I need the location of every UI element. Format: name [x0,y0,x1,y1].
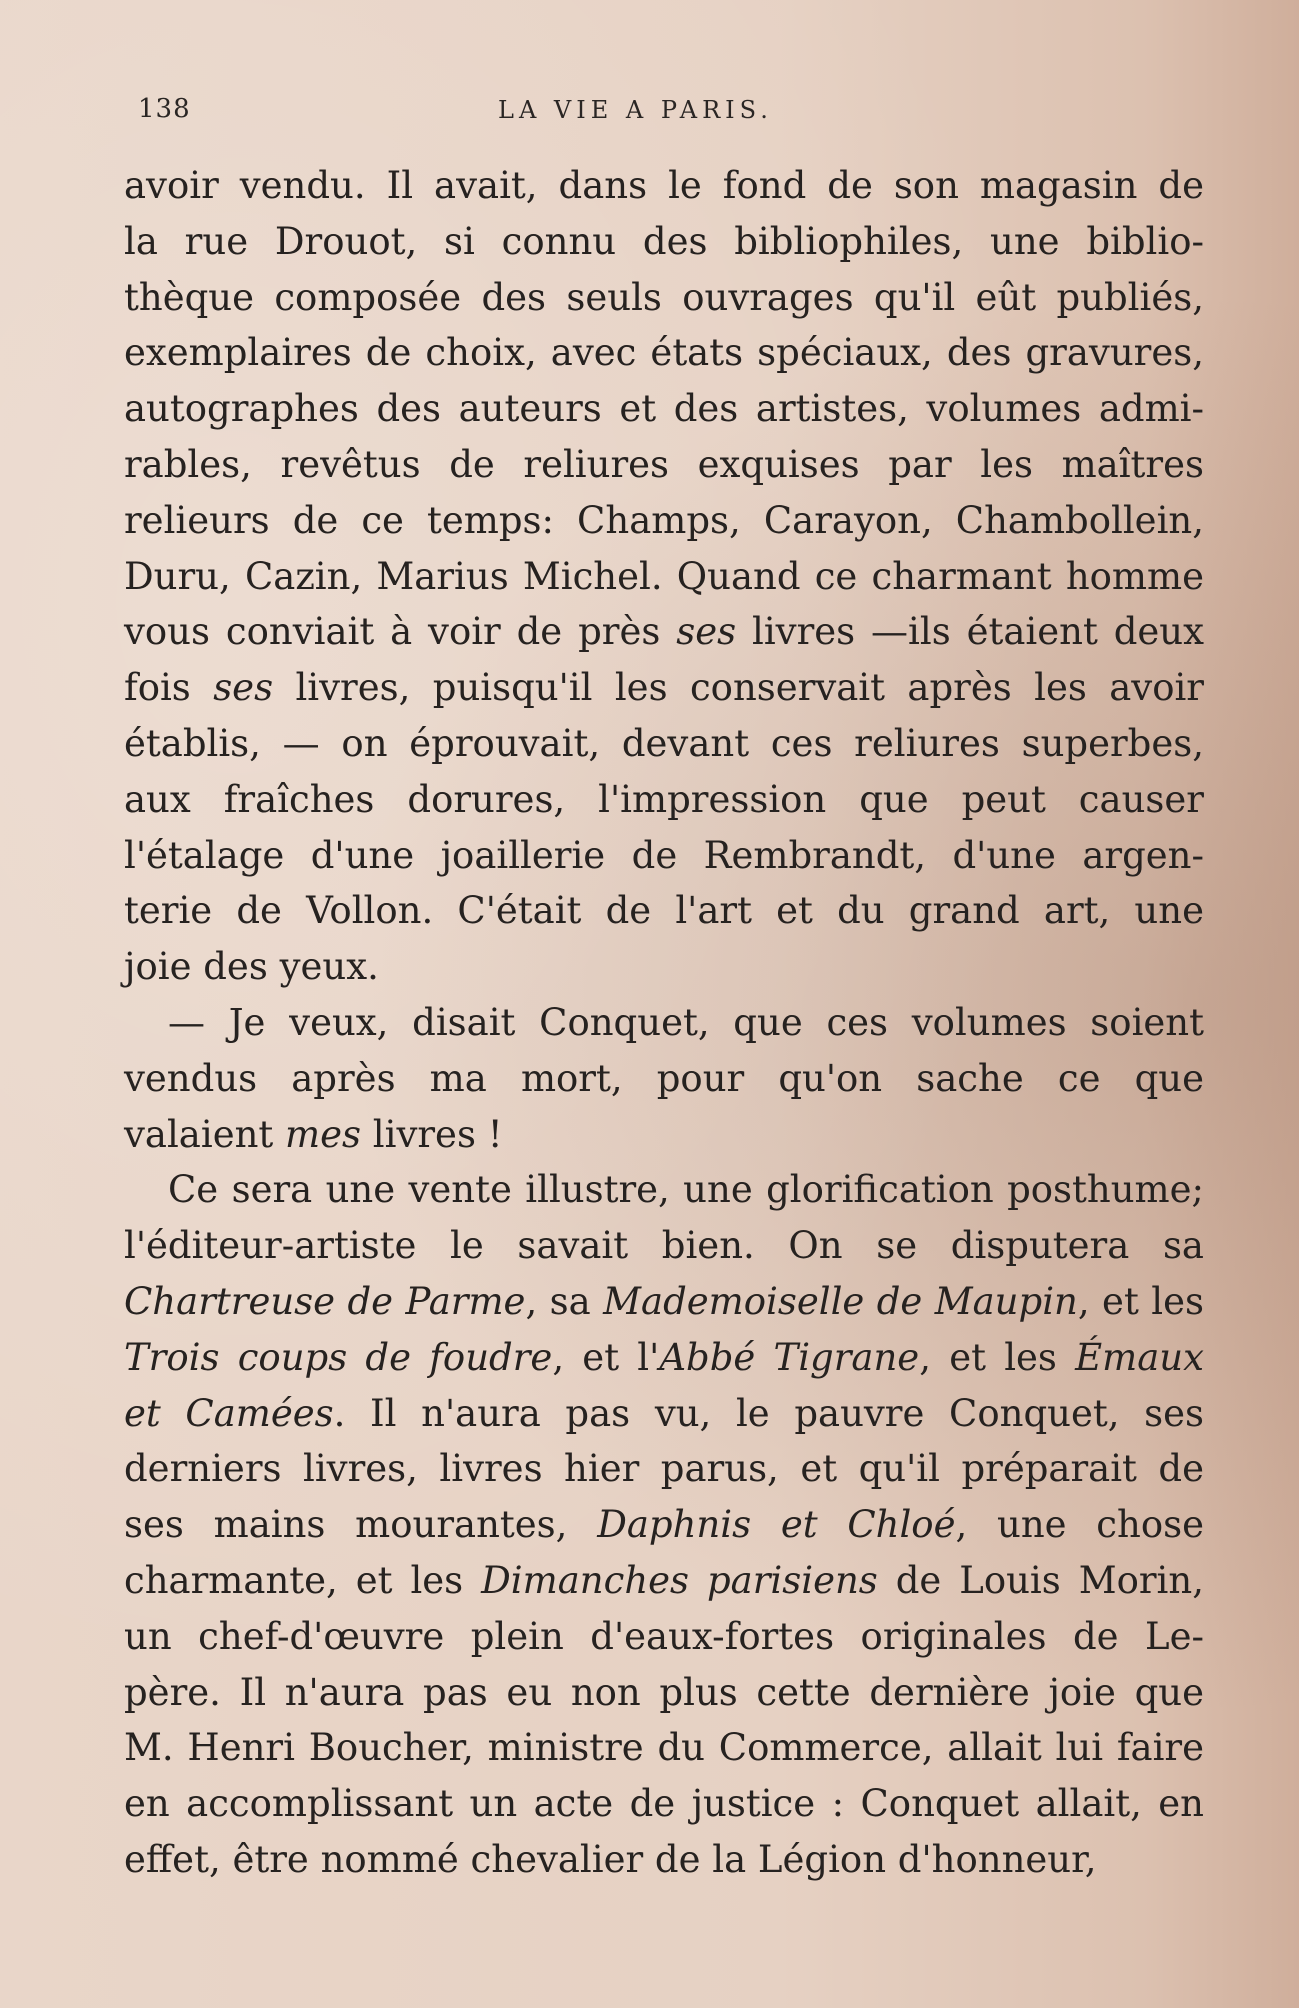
text-line [124,493,1204,549]
text-segment: ses mains mourantes, [124,1503,598,1547]
text-segment: la rue Drouot, si connu des bibliophiles, une biblio- [124,219,1204,263]
text-line [124,1441,1204,1497]
text-segment: , et les [919,1335,1076,1379]
text-segment: , et l' [552,1335,660,1379]
text-line [124,660,1204,716]
text-line [124,270,1204,326]
italic-title: mes [285,1112,362,1156]
italic-title: Trois coups de foudre [124,1335,553,1379]
text-segment: Duru, Cazin, Marius Michel. Quand ce charmant homme [124,554,1204,598]
text-line [124,381,1204,437]
text-line [124,828,1204,884]
text-segment: M. Henri Boucher, ministre du Commerce, allait lui faire [124,1726,1204,1770]
text-line [124,1832,1204,1888]
text-segment: vous conviait à voir de près [124,610,677,654]
text-segment: de Louis Morin, [877,1558,1204,1602]
text-line [124,1609,1204,1665]
text-segment: terie de Vollon. C'était de l'art et du grand art, une [124,889,1204,933]
text-segment: thèque composée des seuls ouvrages qu'il eût publiés, [124,275,1204,319]
text-line [124,1107,1204,1163]
text-segment: , une chose [955,1503,1204,1547]
text-line [124,1274,1204,1330]
text-line [124,1218,1204,1274]
text-segment: . Il n'aura pas vu, le pauvre Conquet, ses [333,1391,1205,1435]
text-line [124,325,1204,381]
italic-title: Mademoiselle de Maupin [603,1279,1078,1323]
text-line [124,214,1204,270]
text-segment: derniers livres, livres hier parus, et qu'il préparait de [124,1447,1204,1491]
text-line [124,604,1204,660]
text-line [124,1386,1204,1442]
text-line [124,939,1204,995]
italic-title: Daphnis et Chloé [597,1503,956,1547]
italic-title: ses [676,610,737,654]
body-text [124,158,1204,1888]
text-segment: livres —ils étaient deux [736,610,1204,654]
text-segment: relieurs de ce temps: Champs, Carayon, Chambollein, [124,498,1204,542]
text-segment: — Je veux, disait Conquet, que ces volumes soient [168,1000,1204,1044]
text-line [124,1330,1204,1386]
italic-title: Chartreuse de Parme [124,1279,526,1323]
italic-title: ses [213,666,274,710]
text-segment: effet, être nommé chevalier de la Légion d'honneur, [124,1837,1097,1881]
text-line [124,549,1204,605]
text-segment: un chef-d'œuvre plein d'eaux-fortes originales de Le- [124,1614,1204,1658]
italic-title: Dimanches parisiens [481,1558,878,1602]
text-line [124,772,1204,828]
text-line [124,1776,1204,1832]
text-segment: en accomplissant un acte de justice : Conquet allait, en [124,1782,1204,1826]
text-segment: aux fraîches dorures, l'impression que peut causer [124,777,1204,821]
text-segment: l'étalage d'une joaillerie de Rembrandt, d'une argen- [124,833,1204,877]
text-line [124,1162,1204,1218]
text-segment: vendus après ma mort, pour qu'on sache ce que [124,1056,1204,1100]
text-segment: rables, revêtus de reliures exquises par les maîtres [124,442,1204,486]
italic-title: Abbé Tigrane [659,1335,920,1379]
page-number: 138 [138,94,191,124]
italic-title: Émaux [1075,1335,1204,1379]
text-segment: , et les [1077,1279,1204,1323]
text-line [124,1720,1204,1776]
text-segment: fois [124,666,214,710]
text-segment: valaient [124,1112,286,1156]
italic-title: et Camées [124,1391,334,1435]
text-segment: autographes des auteurs et des artistes, volumes admi- [124,387,1204,431]
text-segment: , sa [525,1279,604,1323]
text-segment: établis, — on éprouvait, devant ces reliures superbes, [124,721,1204,765]
text-segment: Ce sera une vente illustre, une glorification posthume; [168,1168,1204,1212]
page-header [138,94,1218,134]
text-segment: exemplaires de choix, avec états spéciaux, des gravures, [124,331,1204,375]
text-segment: l'éditeur-artiste le savait bien. On se disputera sa [124,1224,1204,1268]
text-segment: avoir vendu. Il avait, dans le fond de son magasin de [124,164,1204,207]
text-line [124,1051,1204,1107]
text-segment: joie des yeux. [124,945,379,989]
running-title: LA VIE A PARIS. [498,96,773,124]
text-line [124,1553,1204,1609]
text-line [124,1665,1204,1721]
text-line [124,437,1204,493]
text-line [124,158,1204,214]
text-line [124,1497,1204,1553]
text-line [124,883,1204,939]
text-line [124,716,1204,772]
text-segment: père. Il n'aura pas eu non plus cette dernière joie que [124,1670,1204,1714]
text-segment: charmante, et les [124,1558,482,1602]
text-segment: livres ! [361,1112,503,1156]
text-line [124,995,1204,1051]
text-segment: livres, puisqu'il les conservait après les avoir [273,666,1204,710]
